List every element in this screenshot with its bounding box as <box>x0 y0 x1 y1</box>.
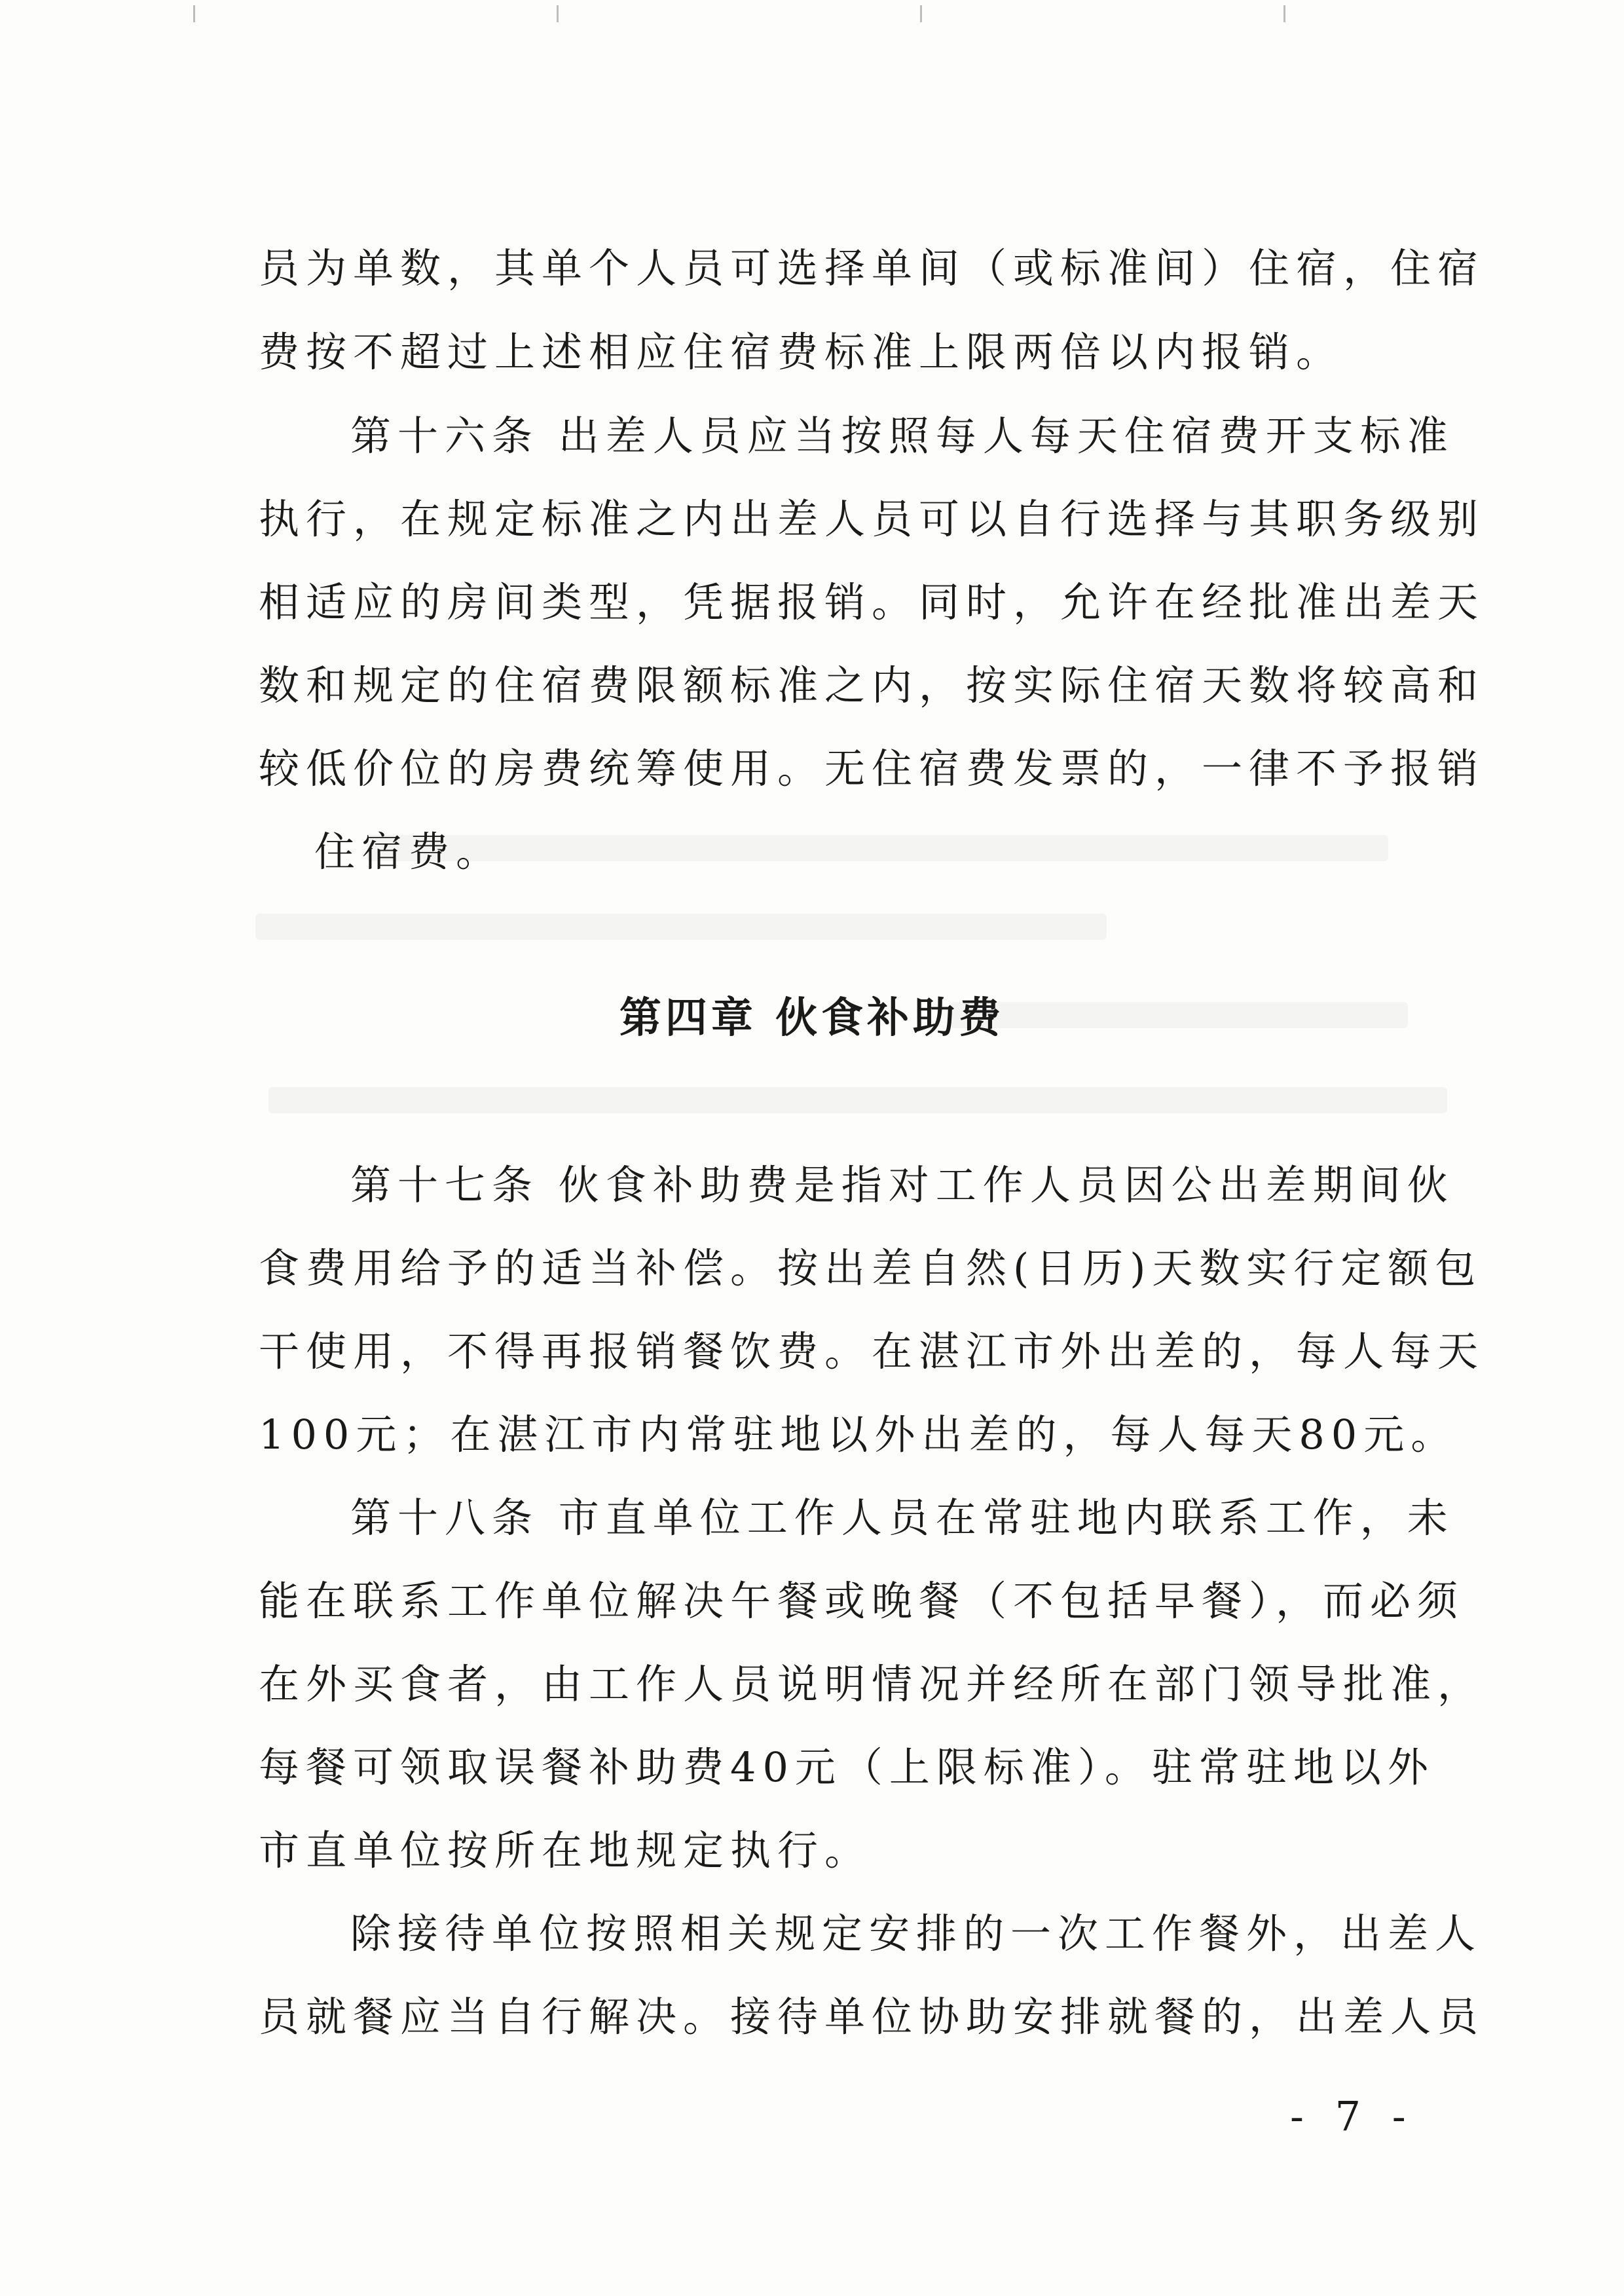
chapter-heading: 第四章 伙食补助费 <box>619 994 1005 1043</box>
text-line: 能在联系工作单位解决午餐或晚餐（不包括早餐），而必须 <box>259 1577 1465 1625</box>
text-line: 第十八条 市直单位工作人员在常驻地内联系工作，未 <box>350 1494 1454 1542</box>
text-line: 执行，在规定标准之内出差人员可以自行选择与其职务级别 <box>259 495 1485 543</box>
scan-mark <box>920 5 922 22</box>
page-number: - 7 - <box>1290 2092 1415 2140</box>
scan-mark <box>1283 5 1285 22</box>
text-line: 第十六条 出差人员应当按照每人每天住宿费开支标准 <box>350 412 1454 460</box>
text-line: 员为单数，其单个人员可选择单间（或标准间）住宿，住宿 <box>259 244 1485 292</box>
text-line: 100元；在湛江市内常驻地以外出差的，每人每天80元。 <box>259 1411 1458 1458</box>
text-line: 每餐可领取误餐补助费40元（上限标准）。驻常驻地以外 <box>259 1743 1435 1791</box>
scan-mark <box>557 5 559 22</box>
text-line: 员就餐应当自行解决。接待单位协助安排就餐的，出差人员 <box>259 1993 1485 2041</box>
scan-mark <box>193 5 195 22</box>
text-line: 数和规定的住宿费限额标准之内，按实际住宿天数将较高和 <box>259 661 1485 709</box>
text-line: 较低价位的房费统筹使用。无住宿费发票的，一律不予报销 <box>259 745 1485 792</box>
text-line: 费按不超过上述相应住宿费标准上限两倍以内报销。 <box>259 328 1344 376</box>
bleed-through <box>268 1087 1447 1113</box>
text-line: 第十七条 伙食补助费是指对工作人员因公出差期间伙 <box>350 1161 1454 1209</box>
text-line: 食费用给予的适当补偿。按出差自然(日历)天数实行定额包 <box>259 1244 1483 1292</box>
text-line: 市直单位按所在地规定执行。 <box>259 1826 872 1874</box>
text-line: 相适应的房间类型，凭据报销。同时，允许在经批准出差天 <box>259 578 1485 626</box>
text-line: 在外买食者，由工作人员说明情况并经所在部门领导批准， <box>259 1660 1485 1708</box>
text-line: 干使用，不得再报销餐饮费。在湛江市外出差的，每人每天 <box>259 1327 1485 1375</box>
text-line: 除接待单位按照相关规定安排的一次工作餐外，出差人 <box>350 1910 1483 1957</box>
bleed-through <box>255 914 1107 940</box>
text-line: 住宿费。 <box>314 828 504 876</box>
